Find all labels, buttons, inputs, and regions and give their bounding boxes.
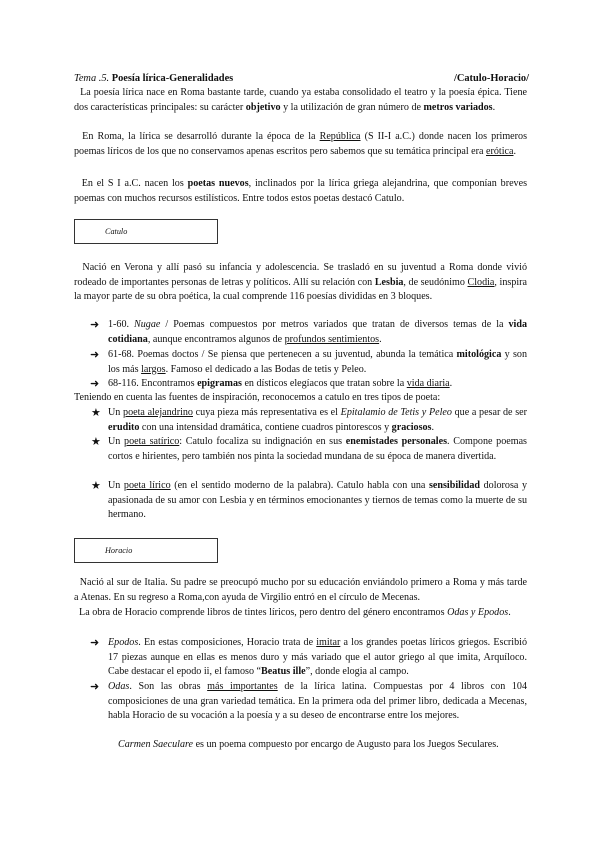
- intro-paragraph-3: En el S I a.C. nacen los poetas nuevos, inclinados por la lírica griega alejandrina, que componían breves poemas con muchos recursos estilísticos. Entre todos estos poetas destacó Catulo.: [74, 178, 528, 204]
- poet-type-3: Un poeta lírico (en el sentido moderno de la palabra). Catulo habla con una sensibilidad dolorosa y apasionada de su amor con Lesbia y en términos emocionantes y tiernos de temas como la muerte de su hermano.: [108, 480, 527, 521]
- horacio-work-epodos: Epodos. En estas composiciones, Horacio trata de imitar a los grandes poetas líricos griegos. Escribió 17 piezas aunque en ellas es menos duro y más variado que el autor griego al que imita, Arquíloco. Cabe destacar el epodo ii, el famoso “Beatus ille”, donde elogia al campo.: [108, 637, 527, 678]
- star-bullet-icon: ★: [91, 436, 101, 448]
- catulo-block-3: 68-116. Encontramos epigramas en dísticos elegíacos que tratan sobre la vida diaria.: [108, 378, 453, 389]
- arrow-bullet-icon: ➜: [90, 637, 100, 649]
- horacio-carmen: Carmen Saeculare es un poema compuesto por encargo de Augusto para los Juegos Seculares.: [118, 739, 499, 750]
- document-header: [74, 72, 529, 86]
- poet-type-1: Un poeta alejandrino cuya pieza más representativa es el Epitalamio de Tetis y Peleo que a pesar de ser erudito con una intensidad dramática, contiene cuadros pintorescos y graciosos.: [108, 407, 527, 433]
- horacio-paragraph-1: Nació al sur de Italia. Su padre se preocupó mucho por su educación enviándolo primero a Roma y más tarde a Atenas. En su regreso a Roma,con ayuda de Virgilio entró en el círculo de Mecenas.: [74, 577, 528, 603]
- catulo-paragraph-2: Teniendo en cuenta las fuentes de inspiración, reconocemos a catulo en tres tipos de poeta:: [74, 392, 441, 403]
- header-tema: Tema .5.: [74, 73, 110, 84]
- horacio-paragraph-2: La obra de Horacio comprende libros de tintes líricos, pero dentro del género encontramos Odas y Epodos.: [79, 607, 511, 618]
- horacio-work-odas: Odas. Son las obras más importantes de la lírica latina. Compuestas por 4 libros con 104 composiciones de una gran variedad temática. En la primera oda del primer libro, dedicada a Mecenas, habla Horacio de su vocación a la poesía y a su deseo de encontrarse entre los mejores.: [108, 681, 528, 722]
- horacio-box-label: Horacio: [74, 538, 218, 563]
- catulo-paragraph-1: Nació en Verona y allí pasó su infancia y adolescencia. Se trasladó en su juventud a Roma donde vivió rodeado de importantes personas de letras y políticos. Allí su relación con Lesbia, de seudónimo Clodia, inspira la mayor parte de su obra poética, la cual comprende 116 poesías divididas en 3 bloques.: [74, 262, 527, 303]
- arrow-bullet-icon: ➜: [90, 681, 100, 693]
- intro-paragraph-1: La poesía lírica nace en Roma bastante tarde, cuando ya estaba consolidado el teatro y la poesía épica. Tiene dos características principales: su carácter objetivo y la utilización de gran número de metros variados.: [74, 87, 527, 113]
- intro-paragraph-2: En Roma, la lírica se desarrolló durante la época de la República (S II-I a.C.) donde nacen los primeros poemas líricos de los que no conservamos apenas escritos pero sabemos que su temática principal era erótica.: [74, 131, 527, 157]
- star-bullet-icon: ★: [91, 480, 101, 492]
- poet-type-2: Un poeta satírico: Catulo focaliza su indignación en sus enemistades personales. Compone poemas cortos e hirientes, pero también nos pinta la sociedad mundana de su época de manera divertida.: [108, 436, 527, 462]
- catulo-block-1: 1-60. Nugae / Poemas compuestos por metros variados que tratan de diversos temas de la vida cotidiana, aunque encontramos algunos de profundos sentimientos.: [108, 319, 527, 345]
- header-title: Poesía lírica-Generalidades: [111, 73, 234, 84]
- catulo-block-2: 61-68. Poemas doctos / Se piensa que pertenecen a su juventud, abunda la temática mitológica y son los más largos. Famoso el dedicado a las Bodas de tetis y Peleo.: [108, 349, 527, 375]
- star-bullet-icon: ★: [91, 407, 101, 419]
- arrow-bullet-icon: ➜: [90, 378, 100, 390]
- catulo-box-label: Catulo: [74, 219, 218, 244]
- arrow-bullet-icon: ➜: [90, 349, 100, 361]
- header-right: /Catulo-Horacio/: [453, 73, 529, 84]
- arrow-bullet-icon: ➜: [90, 319, 100, 331]
